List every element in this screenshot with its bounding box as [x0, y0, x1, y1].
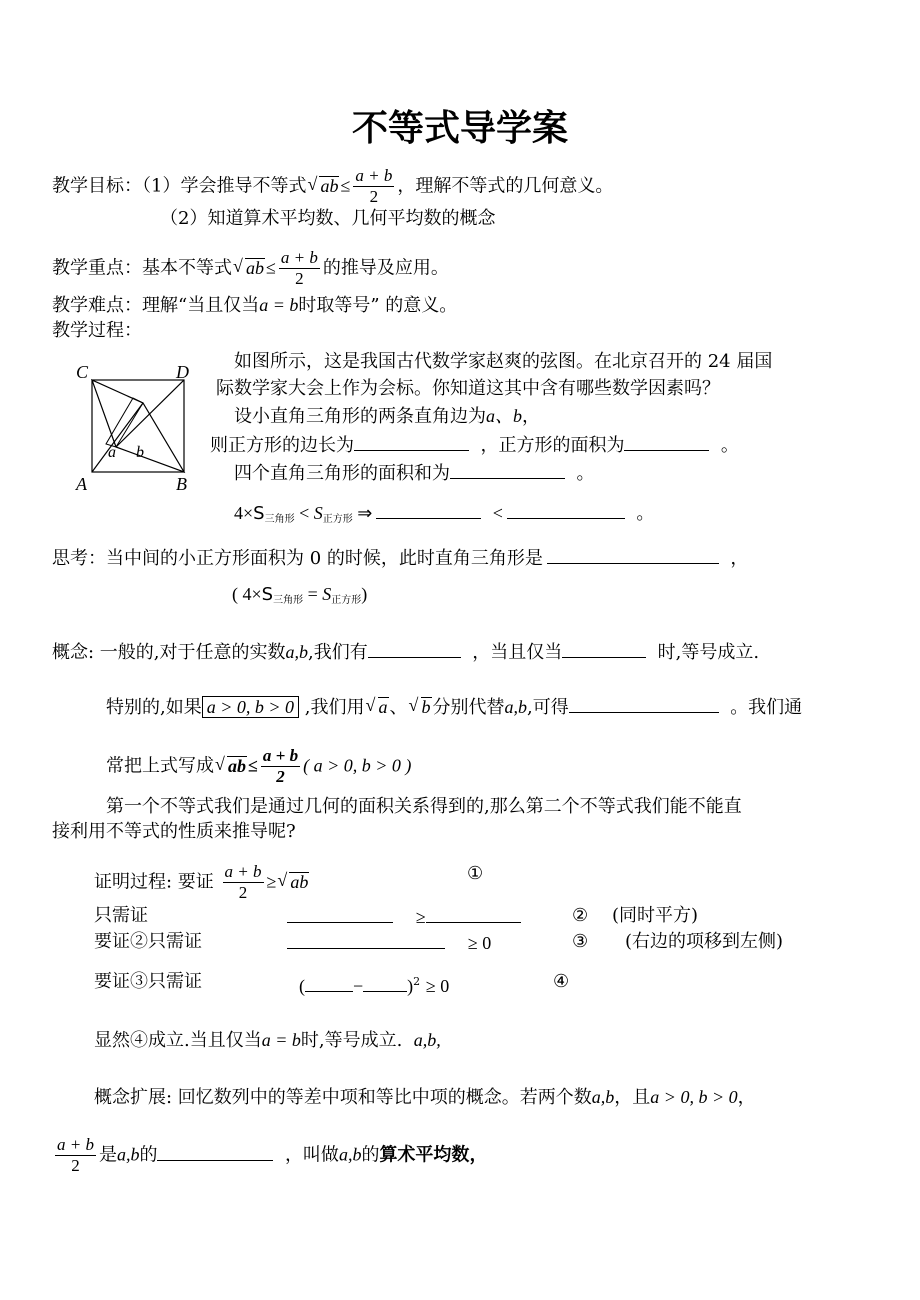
- ext-ab-3: a,b: [338, 1144, 362, 1165]
- ineq-end: 。: [636, 503, 655, 524]
- difficulty-line: [52, 293, 457, 318]
- special-line-2: [106, 746, 411, 787]
- focus-suffix: 的推导及应用。: [322, 257, 449, 279]
- proof-s1: 证明过程: 要证: [94, 871, 214, 893]
- proof-s5-eq: a = b: [261, 1030, 301, 1050]
- intro-line-4: [210, 432, 739, 458]
- fraction-a-plus-b-over-2: [55, 1135, 96, 1176]
- para-line-2: 接利用不等式的性质来推导呢?: [52, 821, 296, 842]
- boxed-condition: a > 0, b > 0: [202, 696, 299, 718]
- frac-num: a + b: [224, 862, 262, 881]
- sqrt-a: [366, 695, 389, 719]
- proof-conclusion: [94, 1028, 441, 1053]
- sqrt-ab-bold: [215, 754, 247, 778]
- label-leg-a: a: [108, 444, 116, 461]
- ext-d: 是: [98, 1144, 117, 1166]
- proof-step-1: [94, 862, 310, 903]
- ext-c: ，: [737, 1087, 756, 1108]
- think-text: 思考：当中间的小正方形面积为 0 的时候，此时直角三角形是: [52, 548, 543, 569]
- goal-1-suffix: ，理解不等式的几何意义。: [397, 175, 614, 197]
- blank-proof-4a[interactable]: [305, 973, 353, 992]
- sqrt-ab-radicand: ab: [246, 257, 264, 278]
- special-g: ( a > 0, b > 0 ): [303, 755, 412, 776]
- blank-square-area[interactable]: [624, 432, 709, 451]
- frac-den: 2: [238, 883, 248, 902]
- think-comma: ，: [730, 548, 749, 569]
- frac-den: 2: [369, 187, 379, 206]
- sub-triangle: 三角形: [273, 595, 304, 606]
- sqrt-b-radicand: b: [421, 697, 431, 717]
- ineq-s-2: S: [313, 503, 323, 523]
- ge-sign-2: ≥: [415, 907, 426, 927]
- blank-derived-ineq[interactable]: [569, 694, 719, 713]
- dun-sign: 、: [389, 697, 408, 718]
- label-leg-b: b: [136, 444, 144, 461]
- goals-label: 教学目标：: [52, 175, 142, 197]
- ext-f: ，叫做: [284, 1144, 339, 1166]
- goal-1-prefix: （1）学会推导不等式: [142, 175, 307, 197]
- ext-i: ，: [469, 1144, 488, 1166]
- proof-s4-label: 要证③只需证: [94, 971, 202, 992]
- special-d: ,可得: [527, 697, 569, 718]
- page-title: 不等式导学案: [351, 108, 568, 149]
- special-f: 常把上式写成: [106, 755, 214, 777]
- ineq-lt: <: [294, 503, 314, 523]
- focus-line: [52, 248, 449, 289]
- intro-line-5: [234, 460, 594, 486]
- think-s-2: S: [322, 584, 332, 604]
- proof-step-3: [287, 930, 491, 956]
- circled-3: ③: [572, 931, 589, 952]
- label-b: B: [176, 474, 187, 494]
- frac-num: a + b: [57, 1135, 94, 1154]
- think-close: ): [361, 584, 368, 604]
- ext-ab-2: a,b: [116, 1144, 140, 1165]
- blank-inequality[interactable]: [368, 639, 461, 658]
- intro-line-2: 际数学家大会上作为会标。你知道这其中含有哪些数学因素吗？: [216, 378, 720, 399]
- focus-prefix: 基本不等式: [142, 257, 232, 279]
- think-eq: =: [303, 584, 323, 604]
- fraction-bold: [261, 746, 300, 787]
- frac-num: a + b: [280, 248, 318, 267]
- intro-p4a: 则正方形的边长为: [210, 435, 354, 456]
- think-s: S: [261, 584, 274, 605]
- para-line-1: 第一个不等式我们是通过几何的面积关系得到的,那么第二个不等式我们能不能直: [106, 796, 742, 817]
- blank-proof-3[interactable]: [287, 930, 445, 949]
- sub-square: 正方形: [322, 514, 353, 525]
- sqrt-ab: [233, 256, 265, 280]
- ext-line-2: [52, 1135, 487, 1176]
- le-sign: ≤: [266, 257, 276, 278]
- sqrt-b: [409, 695, 432, 719]
- le-sign: ≤: [340, 175, 351, 196]
- blank-triangle-type[interactable]: [547, 545, 719, 564]
- concept-d: 时,等号成立.: [657, 642, 760, 663]
- think-open: ( 4×: [232, 584, 262, 604]
- blank-condition[interactable]: [562, 639, 646, 658]
- inequality-line: [234, 500, 654, 532]
- concept-c: ，当且仅当: [472, 642, 563, 663]
- blank-ineq-right[interactable]: [507, 500, 625, 519]
- frac-den-bold: 2: [276, 767, 285, 786]
- special-b: ,我们用: [304, 697, 365, 718]
- zhao-shuang-string-diagram: [72, 360, 202, 495]
- circled-1: ①: [467, 863, 484, 884]
- ext-g: 的: [361, 1144, 380, 1166]
- ineq-lt-2: <: [492, 503, 503, 523]
- intro-line-3: [234, 404, 540, 429]
- sqrt-a-radicand: a: [378, 697, 388, 717]
- difficulty-eq: a = b: [259, 295, 299, 315]
- intro-p4c: 。: [720, 435, 739, 456]
- fraction-a-plus-b-over-2: [279, 248, 320, 289]
- diag-2: [116, 380, 184, 447]
- intro-p3a: 设小直角三角形的两条直角边为: [234, 406, 486, 427]
- concept-line: [52, 639, 759, 665]
- intro-p4b: ，正方形的面积为: [480, 435, 625, 456]
- ext-line-1: [94, 1085, 756, 1110]
- proof-s5a: 显然④成立.当且仅当: [94, 1030, 262, 1051]
- ge-zero-3: ≥ 0: [467, 933, 492, 953]
- ge-zero-4: ≥ 0: [425, 976, 450, 996]
- difficulty-label: 教学难点：: [52, 295, 142, 316]
- sqrt-ab-radicand: ab: [290, 871, 309, 892]
- blank-side-length[interactable]: [354, 432, 469, 451]
- goal-line-2: （2）知道算术平均数、几何平均数的概念: [160, 208, 496, 229]
- ineq-4x: 4×: [234, 503, 254, 523]
- concept-ab: a,b: [285, 642, 309, 662]
- difficulty-text-b: 时取等号” 的意义。: [298, 295, 458, 316]
- arithmetic-mean-term: 算术平均数: [379, 1144, 470, 1166]
- blank-proof-2b[interactable]: [426, 904, 521, 923]
- frac-num-bold: a + b: [262, 746, 299, 765]
- special-a: 特别的,如果: [106, 697, 202, 718]
- sqrt-ab: [277, 870, 309, 894]
- intro-p3c: ，: [522, 406, 540, 427]
- sqrt-ab-radicand: ab: [320, 175, 339, 196]
- label-c: C: [76, 362, 89, 382]
- frac-num: a + b: [355, 166, 393, 185]
- blank-triangles-area[interactable]: [450, 460, 565, 479]
- goal-line-1: [52, 166, 613, 207]
- intro-p5b: 。: [576, 463, 595, 484]
- focus-label: 教学重点：: [52, 257, 142, 279]
- inner-small-square: [106, 398, 143, 447]
- intro-p5a: 四个直角三角形的面积和为: [234, 463, 450, 484]
- blank-ineq-left[interactable]: [376, 500, 481, 519]
- ext-e: 的: [139, 1144, 158, 1166]
- blank-proof-4b[interactable]: [363, 973, 407, 992]
- diag-1: [92, 403, 143, 472]
- special-ab: a,b: [504, 697, 527, 717]
- note-3: (右边的项移到左侧): [625, 931, 784, 952]
- fraction-a-plus-b-over-2: [353, 166, 394, 207]
- circled-2: ②: [572, 905, 589, 926]
- special-c: 分别代替: [432, 697, 505, 718]
- paren-close: ): [407, 976, 414, 996]
- note-2: (同时平方): [612, 905, 699, 926]
- le-sign-bold: ≤: [248, 755, 258, 776]
- blank-mean-type[interactable]: [157, 1142, 273, 1161]
- intro-legs: a、b: [486, 406, 522, 426]
- proof-step-4: [299, 970, 449, 999]
- think-formula: [232, 582, 367, 613]
- frac-den: 2: [71, 1156, 80, 1175]
- concept-b: ,我们有: [308, 642, 368, 663]
- sqrt-ab-bold-radicand: ab: [228, 755, 246, 776]
- ext-cond: a > 0, b > 0: [650, 1087, 738, 1107]
- proof-s5b: 时,等号成立.: [300, 1030, 403, 1051]
- think-line: [52, 545, 748, 571]
- label-a: A: [76, 474, 87, 494]
- proof-s2-label: 只需证: [94, 905, 148, 926]
- fraction-a-plus-b-over-2: [223, 862, 264, 903]
- ineq-s: S: [253, 503, 265, 524]
- square-exp: 2: [413, 975, 421, 988]
- circled-4: ④: [553, 971, 570, 992]
- proof-step-2: [287, 904, 521, 930]
- blank-proof-2a[interactable]: [287, 904, 393, 923]
- sqrt-ab: [307, 174, 339, 198]
- label-d: D: [176, 362, 189, 382]
- process-label: 教学过程：: [52, 320, 142, 341]
- ge-sign: ≥: [266, 871, 277, 892]
- sub-square: 正方形: [331, 595, 362, 606]
- intro-line-1: 如图所示，这是我国古代数学家赵爽的弦图。在北京召开的 24 届国: [234, 351, 773, 372]
- ext-b: ，且: [614, 1087, 651, 1108]
- proof-s5c: a,b,: [413, 1030, 441, 1050]
- ext-a: 概念扩展: 回忆数列中的等差中项和等比中项的概念。若两个数: [94, 1087, 592, 1108]
- sub-triangle: 三角形: [264, 514, 295, 525]
- special-line-1: [106, 694, 802, 720]
- paren-open: (: [299, 976, 305, 996]
- implies-sign: ⇒: [352, 503, 373, 523]
- concept-a: 概念: 一般的,对于任意的实数: [52, 642, 286, 663]
- minus-sign: −: [353, 976, 364, 996]
- special-e: 。我们通: [730, 697, 803, 718]
- proof-s3-label: 要证②只需证: [94, 931, 202, 952]
- difficulty-text-a: 理解“当且仅当: [142, 295, 260, 316]
- ext-ab: a,b: [591, 1087, 615, 1107]
- frac-den: 2: [295, 269, 304, 288]
